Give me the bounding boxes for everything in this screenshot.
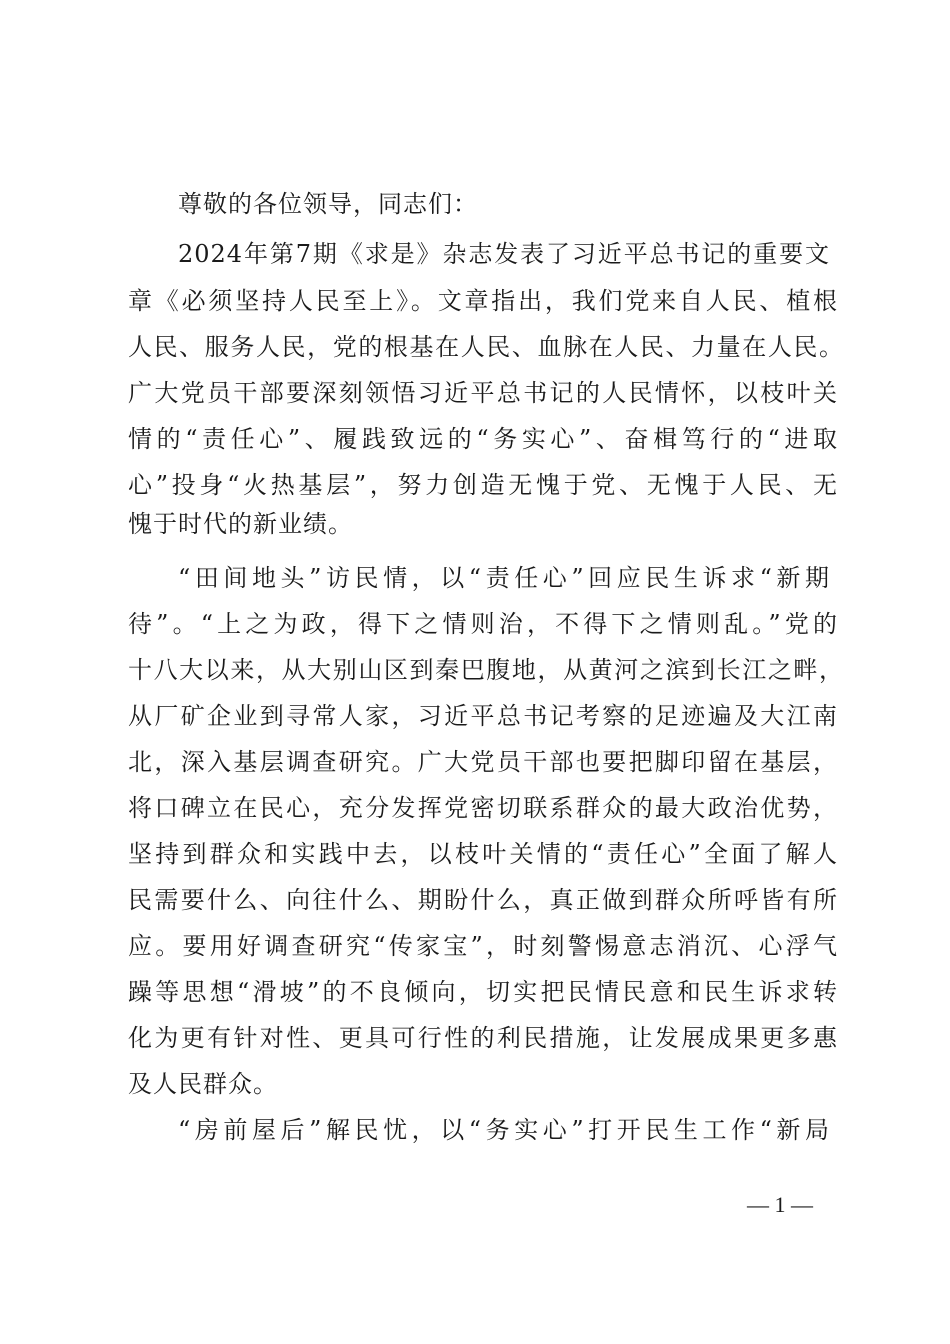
paragraph-3-line-1: “房前屋后”解民忧，以“务实心”打开民生工作“新局 — [178, 1116, 830, 1144]
paragraph-1-line-6: 心”投身“火热基层”，努力创造无愧于党、无愧于人民、无 — [128, 471, 838, 499]
paragraph-2-line-12: 及人民群众。 — [128, 1070, 278, 1098]
paragraph-1-line-2: 章《必须坚持人民至上》。文章指出，我们党来自人民、植根 — [128, 287, 838, 315]
paragraph-2-line-10: 躁等思想“滑坡”的不良倾向，切实把民情民意和民生诉求转 — [128, 978, 838, 1006]
paragraph-2-line-11: 化为更有针对性、更具可行性的利民措施，让发展成果更多惠 — [128, 1024, 838, 1052]
paragraph-2-line-7: 坚持到群众和实践中去，以枝叶关情的“责任心”全面了解人 — [128, 840, 838, 868]
paragraph-1-line-7: 愧于时代的新业绩。 — [128, 510, 353, 538]
paragraph-2-line-9: 应。要用好调查研究“传家宝”，时刻警惕意志消沉、心浮气 — [128, 932, 838, 960]
paragraph-1-line-4: 广大党员干部要深刻领悟习近平总书记的人民情怀，以枝叶关 — [128, 379, 838, 407]
paragraph-2-line-3: 十八大以来，从大别山区到秦巴腹地，从黄河之滨到长江之畔， — [128, 656, 844, 684]
paragraph-1-line-3: 人民、服务人民，党的根基在人民、血脉在人民、力量在人民。 — [128, 333, 844, 361]
salutation-line: 尊敬的各位领导，同志们： — [178, 190, 478, 218]
paragraph-1-line-5: 情的“责任心”、履践致远的“务实心”、奋楫笃行的“进取 — [128, 425, 838, 453]
paragraph-2-line-2: 待”。“上之为政，得下之情则治，不得下之情则乱。”党的 — [128, 610, 838, 638]
paragraph-2-line-8: 民需要什么、向往什么、期盼什么，真正做到群众所呼皆有所 — [128, 886, 838, 914]
paragraph-2-line-1: “田间地头”访民情，以“责任心”回应民生诉求“新期 — [178, 564, 830, 592]
page-number: — 1 — — [747, 1192, 813, 1217]
paragraph-2-line-4: 从厂矿企业到寻常人家，习近平总书记考察的足迹遍及大江南 — [128, 702, 838, 730]
paragraph-2-line-6: 将口碑立在民心，充分发挥党密切联系群众的最大政治优势， — [128, 794, 838, 822]
paragraph-2-line-5: 北，深入基层调查研究。广大党员干部也要把脚印留在基层， — [128, 748, 838, 776]
paragraph-1-line-1: 2024年第7期《求是》杂志发表了习近平总书记的重要文 — [178, 240, 830, 268]
